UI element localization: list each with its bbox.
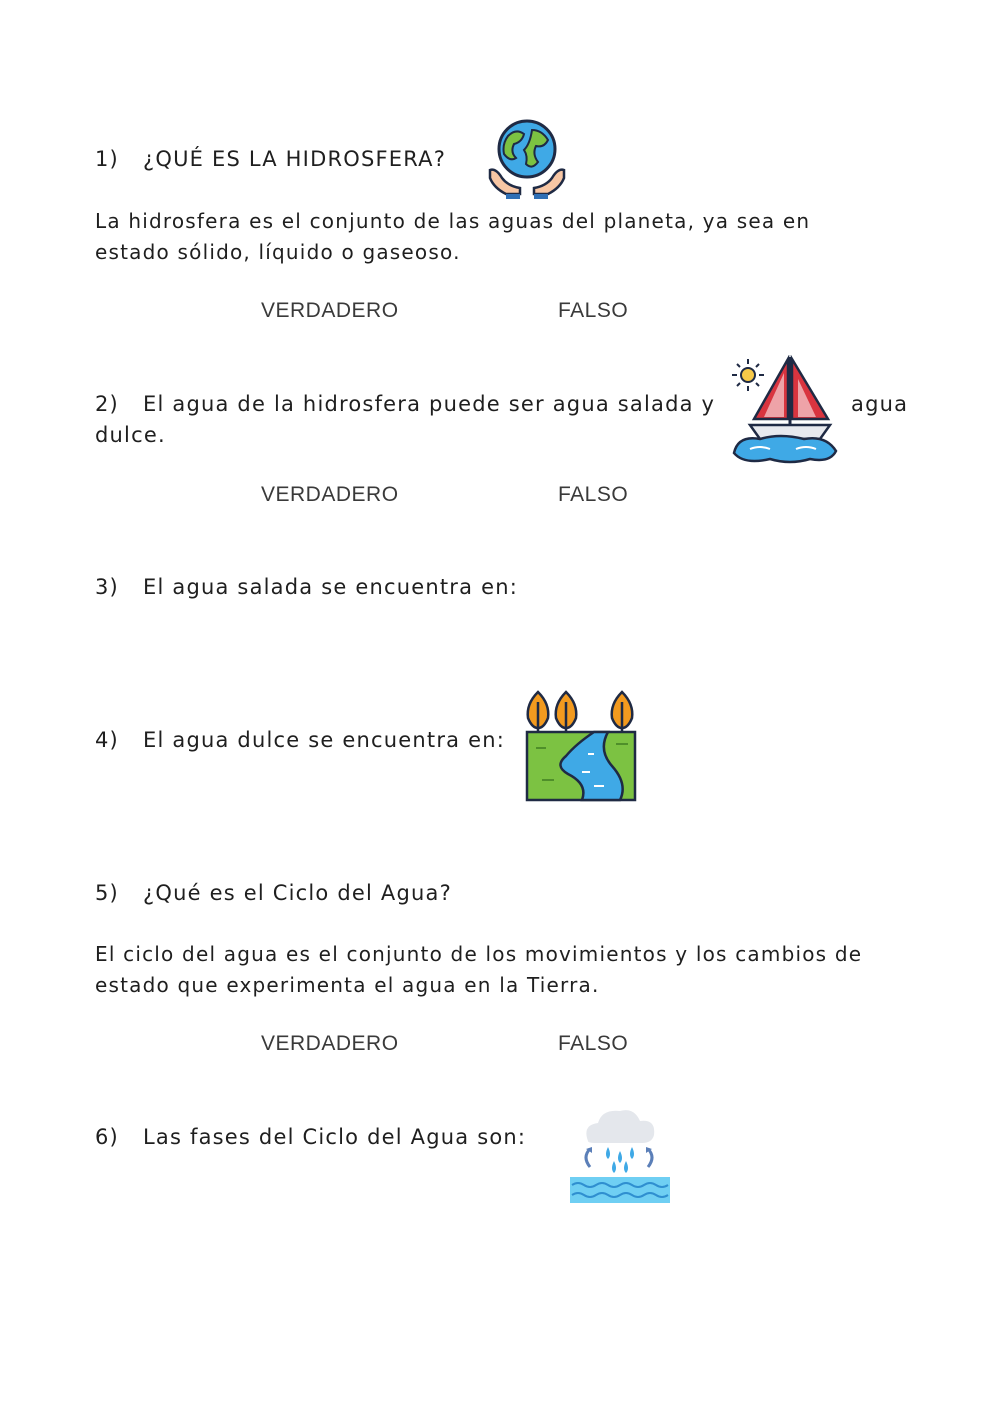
option-falso-3[interactable]: FALSO (558, 1032, 629, 1055)
statement-ciclo (95, 939, 935, 1001)
question-text: El agua salada se encuentra en: (143, 575, 518, 599)
statement-hidrosfera (95, 206, 915, 268)
statement-line: El ciclo del agua es el conjunto de los movimientos y los cambios de (95, 942, 863, 966)
river-landscape-icon (524, 688, 638, 802)
option-falso-1[interactable]: FALSO (558, 299, 629, 322)
water-cycle-icon (568, 1103, 672, 1205)
question-number: 1) (95, 147, 119, 171)
statement-line: La hidrosfera es el conjunto de las aguas del planeta, ya sea en (95, 209, 811, 233)
question-6 (95, 1125, 526, 1149)
question-text-after: agua (851, 392, 909, 416)
question-text: ¿Qué es el Ciclo del Agua? (143, 881, 452, 905)
question-1 (95, 147, 446, 171)
statement-line: estado que experimenta el agua en la Tierra. (95, 973, 600, 997)
question-2 (95, 392, 715, 416)
question-text: El agua dulce se encuentra en: (143, 728, 506, 752)
question-4 (95, 728, 505, 752)
sailboat-icon (730, 355, 842, 465)
option-verdadero-3[interactable]: VERDADERO (261, 1032, 399, 1055)
question-number: 2) (95, 392, 119, 416)
earth-in-hands-icon (486, 118, 568, 200)
question-text: Las fases del Ciclo del Agua son: (143, 1125, 527, 1149)
question-text-cont: dulce. (95, 423, 166, 447)
statement-line: estado sólido, líquido o gaseoso. (95, 240, 461, 264)
option-verdadero-1[interactable]: VERDADERO (261, 299, 399, 322)
question-5 (95, 881, 452, 905)
question-text: El agua de la hidrosfera puede ser agua salada y (143, 392, 716, 416)
question-number: 6) (95, 1125, 119, 1149)
question-3 (95, 575, 518, 599)
option-verdadero-2[interactable]: VERDADERO (261, 483, 399, 506)
question-text: ¿QUÉ ES LA HIDROSFERA? (143, 147, 447, 171)
question-number: 5) (95, 881, 119, 905)
option-falso-2[interactable]: FALSO (558, 483, 629, 506)
question-number: 3) (95, 575, 119, 599)
question-number: 4) (95, 728, 119, 752)
